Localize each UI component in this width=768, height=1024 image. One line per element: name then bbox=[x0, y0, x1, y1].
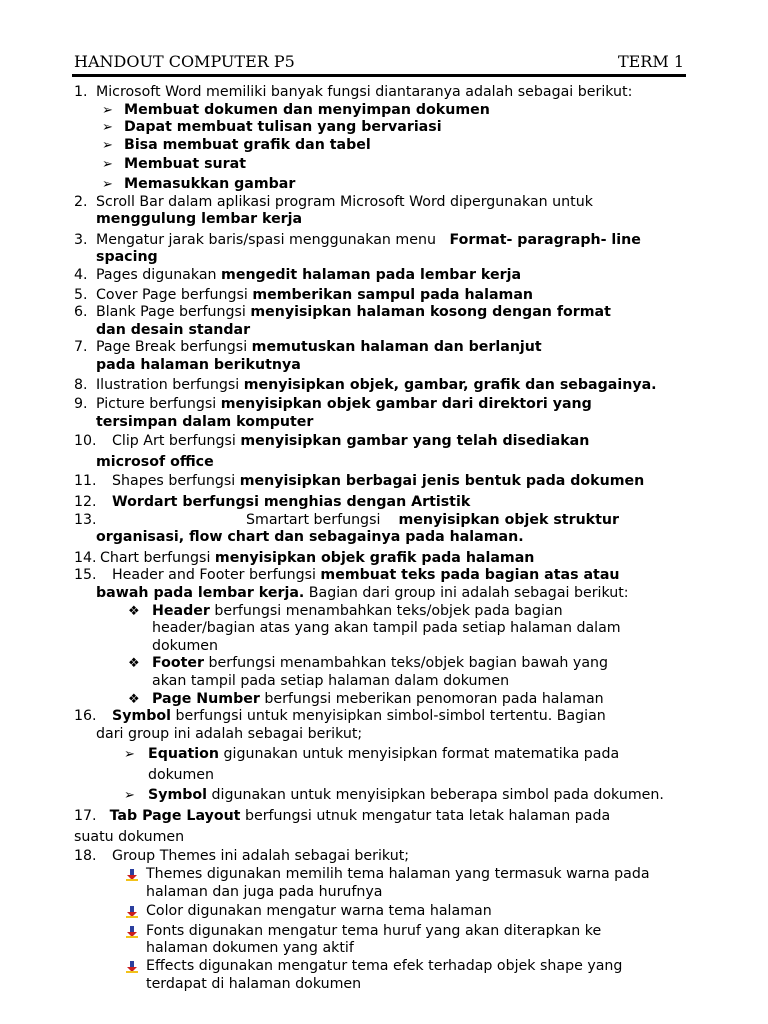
arrow-bullet-icon: ➢ bbox=[124, 787, 135, 803]
page-header bbox=[74, 52, 686, 74]
bullet-item: ➢ Equation gigunakan untuk menyisipkan format matematika pada dokumen bbox=[124, 746, 620, 783]
bullet-item: ❖ Page Number berfungsi meberikan penomoran pada halaman bbox=[128, 690, 604, 707]
list-item-7: 7. Page Break berfungsi memutuskan halaman dan berlanjut pada halaman berikutnya bbox=[74, 339, 542, 373]
four-diamond-bullet-icon: ❖ bbox=[128, 603, 140, 619]
list-item-17: 17. Tab Page Layout berfungsi utnuk mengatur tata letak halaman pada suatu dokumen bbox=[74, 808, 611, 845]
four-diamond-bullet-icon: ❖ bbox=[128, 691, 140, 707]
arrow-bullet-icon: ➢ bbox=[102, 157, 113, 173]
list-item-2: 2. Scroll Bar dalam aplikasi program Microsoft Word dipergunakan untuk menggulung lembar kerja bbox=[74, 193, 593, 228]
arrow-bullet-icon: ➢ bbox=[102, 137, 113, 153]
list-item-14: 14. Chart berfungsi menyisipkan objek grafik pada halaman bbox=[74, 549, 535, 566]
arrow-bullet-icon: ➢ bbox=[102, 102, 113, 118]
arrow-bullet-icon: ➢ bbox=[124, 747, 135, 763]
list-item-5: 5. Cover Page berfungsi memberikan sampul pada halaman bbox=[74, 286, 534, 303]
list-item-4: 4. Pages digunakan mengedit halaman pada lembar kerja bbox=[74, 266, 522, 283]
list-item-18: 18. Group Themes ini adalah sebagai berikut; bbox=[74, 848, 410, 865]
bullet-item: ➢ Membuat surat bbox=[102, 156, 246, 173]
list-item-9: 9. Picture berfungsi menyisipkan objek gambar dari direktori yang tersimpan dalam komputer bbox=[74, 396, 592, 430]
bullet-item: ➢ Dapat membuat tulisan yang bervariasi bbox=[102, 119, 442, 136]
bullet-item: ➢ Symbol digunakan untuk menyisipkan beberapa simbol pada dokumen. bbox=[124, 786, 664, 803]
list-item-12: 12. Wordart berfungsi menghias dengan Artistik bbox=[74, 494, 471, 511]
list-item-16: 16. Symbol berfungsi untuk menyisipkan simbol-simbol tertentu. Bagian dari group ini adalah sebagai berikut; bbox=[74, 708, 606, 742]
arrow-bullet-icon: ➢ bbox=[102, 120, 113, 136]
down-arrow-bullet-icon bbox=[126, 869, 138, 881]
arrow-bullet-icon: ➢ bbox=[102, 176, 113, 192]
down-arrow-bullet-icon bbox=[126, 961, 138, 973]
bullet-item: ❖ Footer berfungsi menambahkan teks/objek bagian bawah yang akan tampil pada setiap halaman dalam dokumen bbox=[128, 655, 609, 689]
header-rule bbox=[72, 74, 686, 77]
list-item-10: 10. Clip Art berfungsi menyisipkan gambar yang telah disediakan microsof office bbox=[74, 433, 590, 470]
down-arrow-bullet-icon bbox=[126, 926, 138, 938]
list-item-3: 3. Mengatur jarak baris/spasi menggunakan menu Format- paragraph- line spacing bbox=[74, 231, 641, 266]
list-item-11: 11. Shapes berfungsi menyisipkan berbagai jenis bentuk pada dokumen bbox=[74, 473, 645, 490]
list-item-8: 8. Ilustration berfungsi menyisipkan objek, gambar, grafik dan sebagainya. bbox=[74, 376, 657, 393]
down-arrow-bullet-icon bbox=[126, 906, 138, 918]
bullet-item: Themes digunakan memilih tema halaman yang termasuk warna pada halaman dan juga pada hurufnya bbox=[74, 866, 714, 901]
document-body bbox=[74, 84, 714, 993]
list-item-6: 6. Blank Page berfungsi menyisipkan halaman kosong dengan format dan desain standar bbox=[74, 304, 611, 338]
header-title: HANDOUT COMPUTER P5 bbox=[74, 52, 295, 71]
list-item-15: 15. Header and Footer berfungsi membuat teks pada bagian atas atau bawah pada lembar kerja. Bagian dari group ini adalah sebagai berikut: bbox=[74, 567, 629, 602]
bullet-item: ➢ Membuat dokumen dan menyimpan dokumen bbox=[102, 101, 490, 118]
bullet-item: Fonts digunakan mengatur tema huruf yang akan diterapkan ke halaman dokumen yang aktif bbox=[74, 923, 714, 958]
bullet-item: Effects digunakan mengatur tema efek terhadap objek shape yang terdapat di halaman dokumen bbox=[74, 958, 714, 993]
list-item-13: 13. Smartart berfungsi menyisipkan objek struktur organisasi, flow chart dan sebagainya pada halaman. bbox=[74, 511, 619, 546]
header-term: TERM 1 bbox=[617, 52, 684, 71]
bullet-item: ➢ Bisa membuat grafik dan tabel bbox=[102, 136, 371, 153]
list-item-1: 1. Microsoft Word memiliki banyak fungsi diantaranya adalah sebagai berikut: bbox=[74, 84, 633, 100]
bullet-item: ➢ Memasukkan gambar bbox=[102, 175, 296, 192]
four-diamond-bullet-icon: ❖ bbox=[128, 656, 140, 672]
bullet-item: ❖ Header berfungsi menambahkan teks/objek pada bagian header/bagian atas yang akan tampil pada setiap halaman dalam dokumen bbox=[128, 602, 621, 654]
bullet-item: Color digunakan mengatur warna tema halaman bbox=[74, 903, 714, 921]
